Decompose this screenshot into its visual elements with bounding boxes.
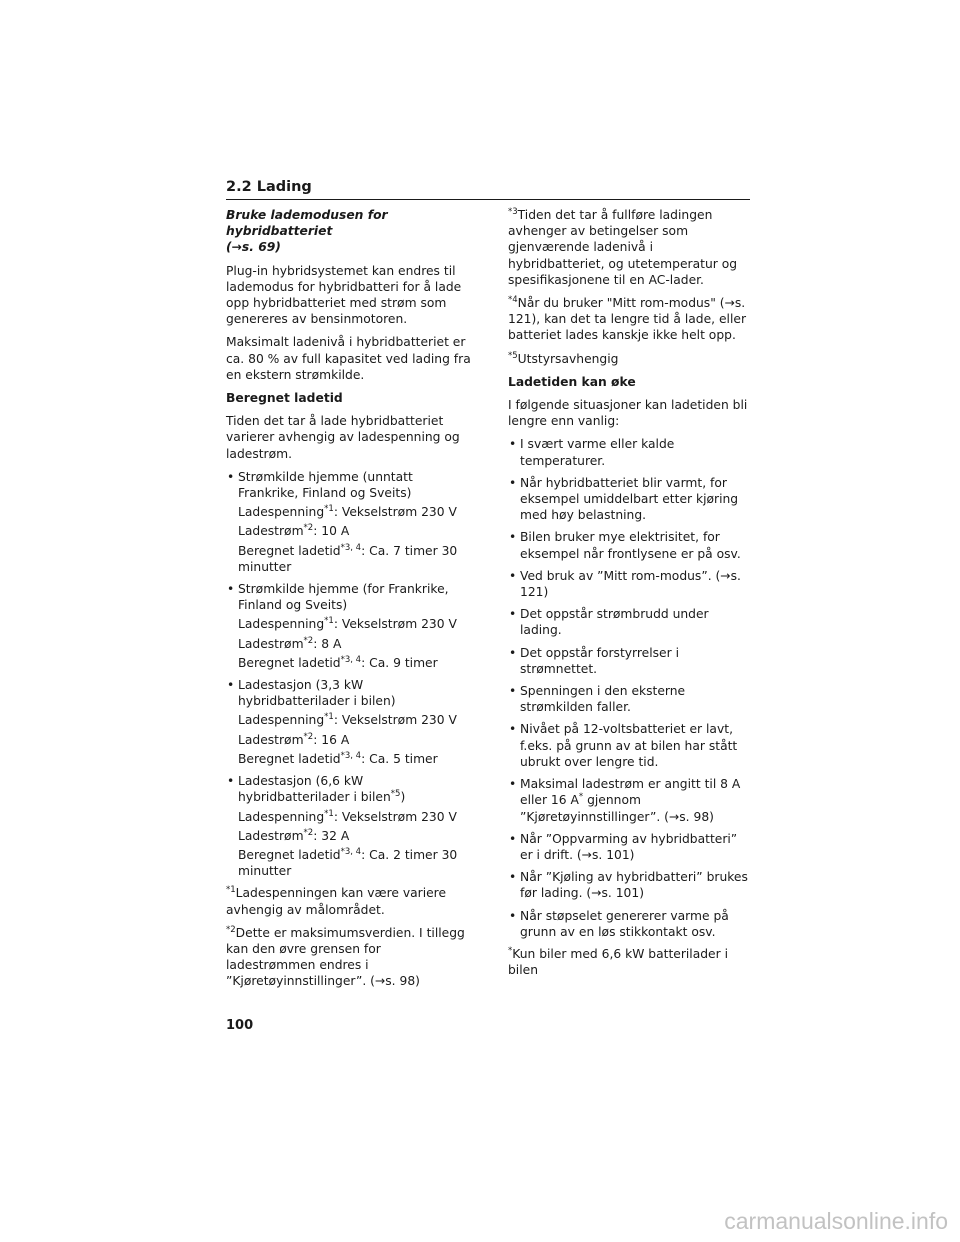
page-number: 100 bbox=[226, 1018, 254, 1033]
star-note: *Kun biler med 6,6 kW batterilader i bilen bbox=[508, 945, 729, 978]
increase-heading: Ladetiden kan øke bbox=[508, 374, 636, 389]
source-title: Ladestasjon (6,6 kW hybridbatterilader i bilen bbox=[238, 774, 391, 805]
list-item: • Når støpselet genererer varme på grunn av en løs stikkontakt osv. bbox=[508, 908, 752, 940]
time-line: Beregnet ladetid$^{*3, 4}$: Ca. 5 timer bbox=[238, 750, 438, 766]
conditions-list bbox=[508, 436, 752, 939]
time-line: Beregnet ladetid$^{*3, 4}$: Ca. 2 timer 30 minutter bbox=[238, 846, 458, 879]
charge-time-paragraph: Tiden det tar å lade hybridbatteriet varierer avhengig av ladespenning og ladestrøm. bbox=[226, 414, 460, 461]
list-item: • Når hybridbatteriet blir varmt, for eksempel umiddelbart etter kjøring med høy belastning. bbox=[508, 475, 752, 524]
voltage-line: Ladespenning$^{*1}$: Vekselstrøm 230 V bbox=[238, 504, 457, 520]
list-item: • I svært varme eller kalde temperaturer. bbox=[508, 436, 752, 468]
watermark: carmanualsonline.info bbox=[724, 1208, 948, 1234]
left-column bbox=[226, 207, 474, 997]
list-item: • Det oppstår forstyrrelser i strømnettet. bbox=[508, 645, 752, 677]
list-item: • Det oppstår strømbrudd under lading. bbox=[508, 606, 752, 638]
list-item: • Spenningen i den eksterne strømkilden faller. bbox=[508, 683, 752, 715]
max-level-paragraph: Maksimalt ladenivå i hybridbatteriet er ca. 80 % av full kapasitet ved lading fra en ekstern strømkilde. bbox=[226, 335, 471, 382]
mode-heading-line2: (→s. 69) bbox=[226, 240, 281, 255]
source-item bbox=[226, 469, 474, 575]
source-item: • Ladestasjon (6,6 kW hybridbatterilader i bilen$^{*5}$) Ladespenning$^{*1}$: Vekselstrøm 230 V Ladestrøm$^{*2}$: 32 A Beregnet ladetid$^{*3, 4}$: Ca. 2 timer 30 minutter bbox=[226, 773, 474, 879]
source-title: Strømkilde hjemme (unntatt Frankrike, Finland og Sveits) bbox=[238, 469, 413, 501]
charging-sources-list bbox=[226, 469, 474, 879]
source-item bbox=[226, 677, 474, 767]
voltage-line: Ladespenning$^{*1}$: Vekselstrøm 230 V bbox=[238, 712, 457, 728]
list-item: • Når ”Oppvarming av hybridbatteri” er i drift. (→s. 101) bbox=[508, 831, 752, 863]
list-item: • Når ”Kjøling av hybridbatteri” brukes før lading. (→s. 101) bbox=[508, 869, 752, 901]
list-item: • Ved bruk av ”Mitt rom-modus”. (→s. 121) bbox=[508, 568, 752, 600]
intro-paragraph: Plug-in hybridsystemet kan endres til lademodus for hybridbatteri for å lade opp hybridbatteriet med strøm som genereres av bensinmotoren. bbox=[226, 263, 462, 327]
voltage-line: Ladespenning$^{*1}$: Vekselstrøm 230 V bbox=[238, 616, 457, 632]
source-item bbox=[226, 581, 474, 671]
right-column bbox=[508, 207, 752, 985]
current-line: Ladestrøm$^{*2}$: 8 A bbox=[238, 635, 342, 651]
list-item: • Nivået på 12-voltsbatteriet er lavt, f.eks. på grunn av at bilen har stått ubrukt over lengre tid. bbox=[508, 721, 752, 770]
time-line: Beregnet ladetid$^{*3, 4}$: Ca. 9 timer bbox=[238, 654, 438, 670]
increase-paragraph: I følgende situasjoner kan ladetiden bli lengre enn vanlig: bbox=[508, 398, 748, 429]
current-line: Ladestrøm$^{*2}$: 10 A bbox=[238, 523, 350, 539]
footnote-1: $^{*1}$Ladespenningen kan være variere avhengig av målområdet. bbox=[226, 885, 447, 917]
footnote-2: $^{*2}$Dette er maksimumsverdien. I tillegg kan den øvre grensen for ladestrømmen endres i ”Kjøretøyinnstillinger”. (→s. 98) bbox=[226, 924, 465, 989]
source-title: Strømkilde hjemme (for Frankrike, Finland og Sveits) bbox=[238, 582, 449, 613]
voltage-line: Ladespenning$^{*1}$: Vekselstrøm 230 V bbox=[238, 808, 457, 824]
section-title: 2.2 Lading bbox=[226, 177, 750, 200]
source-title: Ladestasjon (3,3 kW hybridbatterilader i bilen) bbox=[238, 678, 396, 709]
mode-heading-line1: Bruke lademodusen for hybridbatteriet bbox=[226, 208, 388, 239]
footnote-4: $^{*4}$Når du bruker "Mitt rom-modus" (→s. 121), kan det ta lengre tid å lade, eller batteriet lades kanskje ikke helt opp. bbox=[508, 295, 746, 343]
footnote-5: $^{*5}$Utstyrsavhengig bbox=[508, 350, 619, 366]
footnote-3: $^{*3}$Tiden det tar å fullføre ladingen avhenger av betingelser som gjenværende ladenivå i hybridbatteriet, og utetemperatur og spesifikasjonene til en AC-lader. bbox=[508, 207, 738, 287]
charge-time-heading: Beregnet ladetid bbox=[226, 391, 343, 406]
list-item: • Bilen bruker mye elektrisitet, for eksempel når frontlysene er på osv. bbox=[508, 529, 752, 561]
time-line: Beregnet ladetid$^{*3, 4}$: Ca. 7 timer 30 minutter bbox=[238, 542, 458, 574]
current-line: Ladestrøm$^{*2}$: 16 A bbox=[238, 731, 350, 747]
current-line: Ladestrøm$^{*2}$: 32 A bbox=[238, 827, 350, 843]
list-item: • Maksimal ladestrøm er angitt til 8 A eller 16 A* gjennom ”Kjøretøyinnstillinger”. (→s. 98) bbox=[508, 776, 752, 825]
